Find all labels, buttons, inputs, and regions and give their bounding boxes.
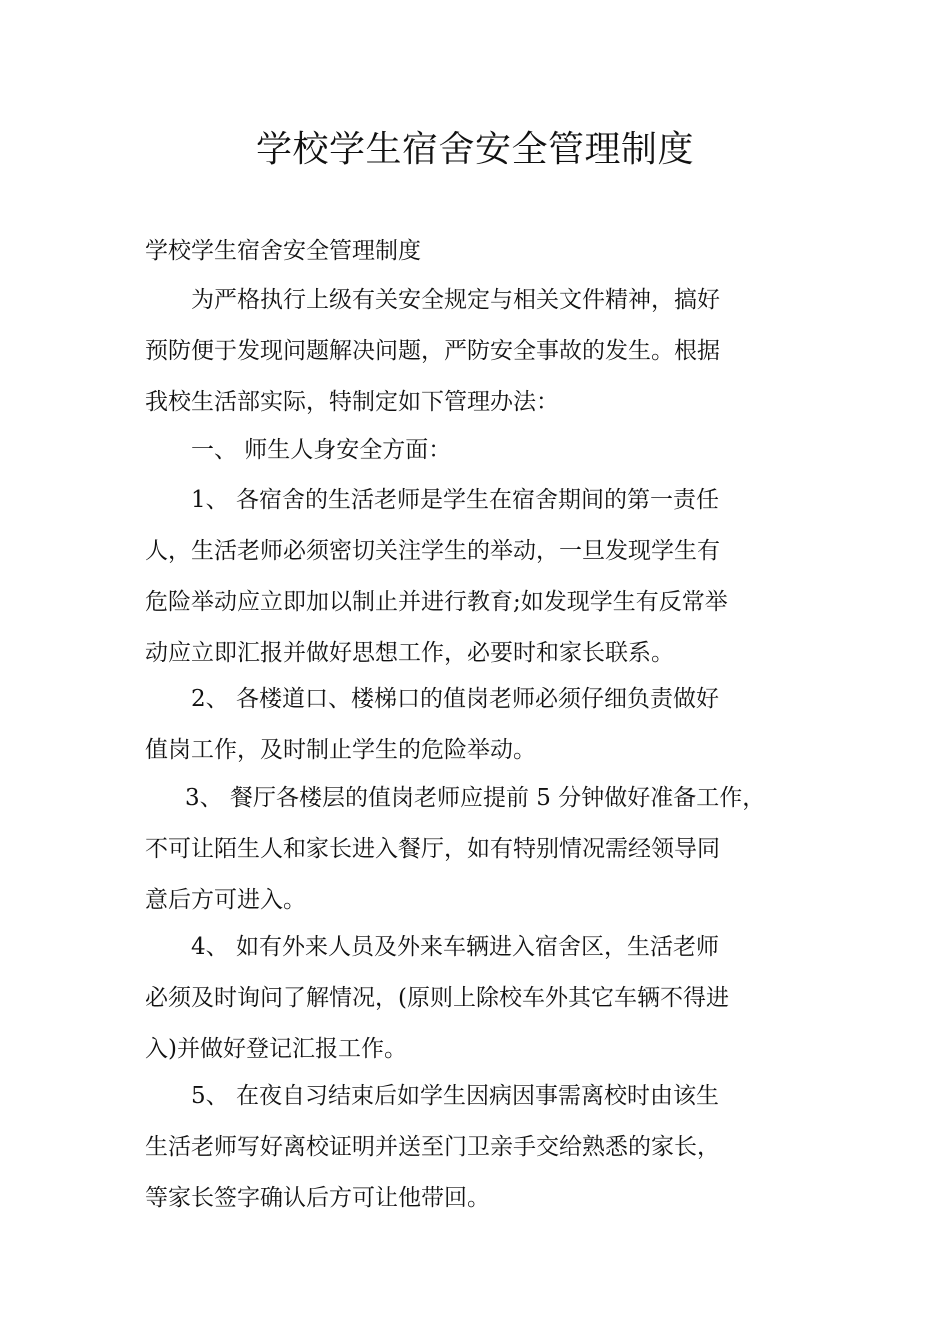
rule-item-1 [145,475,835,679]
rule-item-3-line-2: 不可让陌生人和家长进入餐厅，如有特别情况需经领导同 [145,836,720,862]
rule-item-5-line-1: 5、 在夜自习结束后如学生因病因事需离校时由该生 [191,1083,719,1109]
subtitle-line: 学校学生宿舍安全管理制度 [145,238,421,264]
rule-item-5-line-3: 等家长签字确认后方可让他带回。 [145,1185,490,1211]
intro-line-1: 为严格执行上级有关安全规定与相关文件精神，搞好 [191,287,720,313]
rule-item-5 [145,1071,835,1224]
rule-item-4-line-3: 入)并做好登记汇报工作。 [145,1036,407,1062]
rule-item-5-line-2: 生活老师写好离校证明并送至门卫亲手交给熟悉的家长， [145,1134,720,1160]
rule-item-1-line-4: 动应立即汇报并做好思想工作，必要时和家长联系。 [145,640,674,666]
section-heading-1 [145,425,835,476]
intro-line-3: 我校生活部实际，特制定如下管理办法： [145,389,559,415]
rule-item-3 [145,773,835,926]
rule-item-2 [145,674,835,776]
rule-item-1-line-1: 1、 各宿舍的生活老师是学生在宿舍期间的第一责任 [191,487,719,513]
rule-item-3-line-1: 3、 餐厅各楼层的值岗老师应提前 5 分钟做好准备工作， [185,785,766,811]
intro-line-2: 预防便于发现问题解决问题，严防安全事故的发生。根据 [145,338,720,364]
rule-item-1-line-3: 危险举动应立即加以制止并进行教育;如发现学生有反常举 [145,589,728,615]
section-heading-1-text: 一、 师生人身安全方面： [191,437,452,463]
rule-item-4-line-1: 4、 如有外来人员及外来车辆进入宿舍区，生活老师 [191,934,719,960]
rule-item-2-line-2: 值岗工作，及时制止学生的危险举动。 [145,737,536,763]
document-subtitle [145,226,835,277]
rule-item-1-line-2: 人，生活老师必须密切关注学生的举动，一旦发现学生有 [145,538,720,564]
intro-paragraph [145,275,835,428]
rule-item-4-line-2: 必须及时询问了解情况，(原则上除校车外其它车辆不得进 [145,985,729,1011]
rule-item-4 [145,922,835,1075]
rule-item-3-line-3: 意后方可进入。 [145,887,306,913]
document-title: 学校学生宿舍安全管理制度 [255,129,694,170]
rule-item-2-line-1: 2、 各楼道口、楼梯口的值岗老师必须仔细负责做好 [191,686,719,712]
